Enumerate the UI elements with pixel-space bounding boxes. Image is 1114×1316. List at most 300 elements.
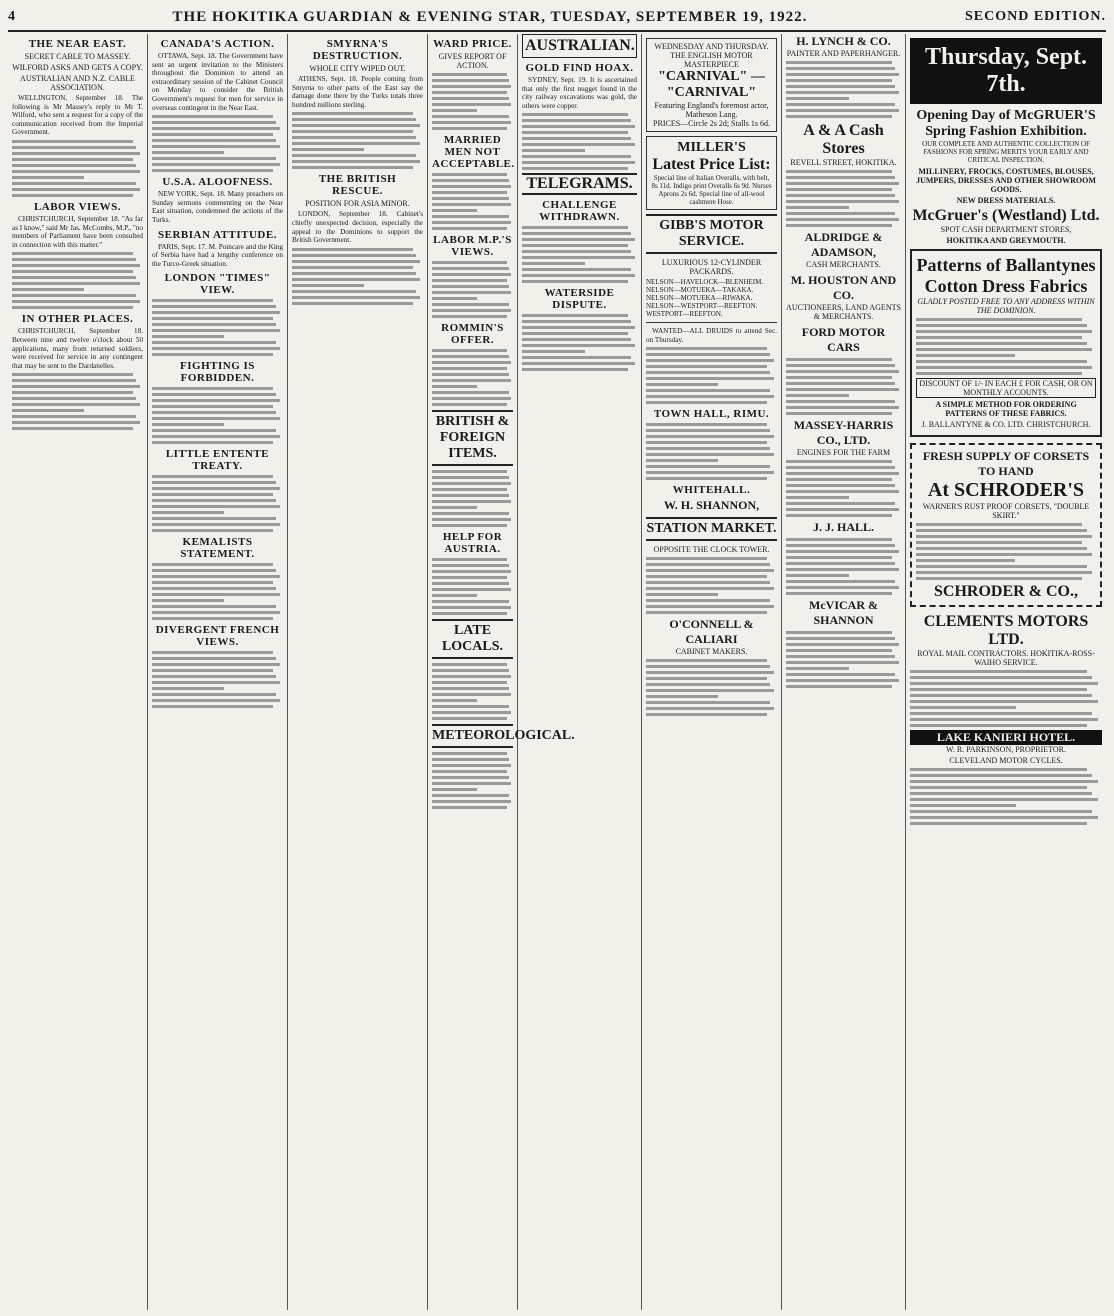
text-line-placeholder <box>152 499 276 502</box>
text-line-placeholder <box>910 774 1092 777</box>
text-line-placeholder <box>12 427 133 430</box>
headline-austria: HELP FOR AUSTRIA. <box>442 531 503 555</box>
text-line-placeholder <box>522 161 635 164</box>
column-text-filler <box>152 387 283 444</box>
headline-gold-hoax: GOLD FIND HOAX. <box>525 62 634 74</box>
text-line-placeholder <box>786 490 899 493</box>
text-line-placeholder <box>646 557 767 560</box>
text-line-placeholder <box>786 472 899 475</box>
text-line-placeholder <box>646 665 770 668</box>
station-sub: OPPOSITE THE CLOCK TOWER. <box>653 545 770 555</box>
text-line-placeholder <box>646 389 770 392</box>
text-line-placeholder <box>646 441 767 444</box>
text-line-placeholder <box>786 182 899 185</box>
text-line-placeholder <box>786 376 892 379</box>
text-line-placeholder <box>646 575 767 578</box>
text-line-placeholder <box>786 370 899 373</box>
text-line-placeholder <box>432 488 507 491</box>
text-line-placeholder <box>432 806 507 809</box>
text-line-placeholder <box>916 529 1087 532</box>
text-line-placeholder <box>432 185 511 188</box>
text-line-placeholder <box>522 268 631 271</box>
text-line-placeholder <box>916 318 1082 321</box>
ford-ad: FORD MOTOR CARS <box>801 325 886 354</box>
text-line-placeholder <box>910 816 1098 819</box>
column-text-filler <box>432 261 513 318</box>
text-line-placeholder <box>432 349 507 352</box>
column-text-filler <box>910 670 1102 727</box>
text-line-placeholder <box>292 278 420 281</box>
text-line-placeholder <box>432 209 477 212</box>
ad-cast: Featuring England's foremost actor, Matheson Lang. <box>654 101 769 119</box>
text-line-placeholder <box>432 494 509 497</box>
new-dress-materials: NEW DRESS MATERIALS. <box>956 196 1056 205</box>
text-line-placeholder <box>786 176 895 179</box>
clements-motors: CLEMENTS MOTORS LTD. <box>923 613 1089 648</box>
headline-canada: CANADA'S ACTION. <box>160 38 275 50</box>
aldridge-sub: CASH MERCHANTS. <box>806 260 881 269</box>
text-line-placeholder <box>432 758 509 761</box>
text-line-placeholder <box>152 115 273 118</box>
text-line-placeholder <box>152 669 273 672</box>
headline-near-east: THE NEAR EAST. <box>28 38 127 50</box>
text-line-placeholder <box>152 317 273 320</box>
text-line-placeholder <box>916 565 1087 568</box>
mcgruer-name: McGruer's (Westland) Ltd. <box>912 207 1100 224</box>
text-line-placeholder <box>292 254 416 257</box>
column-text-filler <box>432 558 513 615</box>
column-text-filler <box>12 140 143 197</box>
text-line-placeholder <box>646 659 767 662</box>
text-line-placeholder <box>432 367 507 370</box>
text-line-placeholder <box>916 523 1082 526</box>
text-line-placeholder <box>786 592 892 595</box>
text-line-placeholder <box>432 215 509 218</box>
text-line-placeholder <box>910 718 1098 721</box>
text-line-placeholder <box>916 366 1092 369</box>
text-line-placeholder <box>432 576 507 579</box>
text-line-placeholder <box>916 559 1015 562</box>
text-line-placeholder <box>910 780 1098 783</box>
text-line-placeholder <box>786 496 849 499</box>
text-line-placeholder <box>152 347 280 350</box>
text-line-placeholder <box>152 127 280 130</box>
headline-smyrna: SMYRNA'S DESTRUCTION. <box>312 38 403 62</box>
text-line-placeholder <box>910 786 1087 789</box>
text-line-placeholder <box>152 299 273 302</box>
article-text: OTTAWA, Sept. 18. The Government have sent an urgent invitation to the Ministers throughout the Dominion to attend an extraordinary session of the Cabinet Council on Monday to consider the British Government's request for men for service in overseas contingent in the Near East. <box>152 52 283 112</box>
column-2 <box>148 34 288 1310</box>
text-line-placeholder <box>432 800 511 803</box>
text-line-placeholder <box>522 356 631 359</box>
subhead-city: WHOLE CITY WIPED OUT. <box>309 64 406 73</box>
text-line-placeholder <box>522 250 631 253</box>
text-line-placeholder <box>152 145 280 148</box>
headline-married: MARRIED MEN NOT ACCEPTABLE. <box>432 134 515 170</box>
headline-meteorological: METEOROLOGICAL. <box>432 724 513 748</box>
text-line-placeholder <box>12 373 133 376</box>
text-line-placeholder <box>432 179 509 182</box>
text-line-placeholder <box>12 306 133 309</box>
text-line-placeholder <box>152 423 224 426</box>
text-line-placeholder <box>432 273 511 276</box>
text-line-placeholder <box>646 477 767 480</box>
text-line-placeholder <box>12 397 136 400</box>
column-text-filler <box>522 113 637 170</box>
text-line-placeholder <box>432 355 509 358</box>
text-line-placeholder <box>12 188 140 191</box>
text-line-placeholder <box>786 218 899 221</box>
headline-serbian: SERBIAN ATTITUDE. <box>158 228 277 241</box>
text-line-placeholder <box>152 393 276 396</box>
text-line-placeholder <box>432 782 511 785</box>
text-line-placeholder <box>152 687 224 690</box>
text-line-placeholder <box>12 258 136 261</box>
text-line-placeholder <box>152 505 280 508</box>
text-line-placeholder <box>152 575 280 578</box>
column-text-filler <box>432 349 513 406</box>
masthead-title: THE HOKITIKA GUARDIAN & EVENING STAR, TUESDAY, SEPTEMBER 19, 1922. <box>172 8 808 25</box>
text-line-placeholder <box>152 517 276 520</box>
text-line-placeholder <box>152 305 276 308</box>
text-line-placeholder <box>916 342 1087 345</box>
text-line-placeholder <box>522 244 628 247</box>
text-line-placeholder <box>522 280 628 283</box>
text-line-placeholder <box>522 119 631 122</box>
text-line-placeholder <box>786 661 899 664</box>
text-line-placeholder <box>910 810 1092 813</box>
text-line-placeholder <box>916 324 1087 327</box>
text-line-placeholder <box>152 617 273 620</box>
headline-waterside: WATERSIDE DISPUTE. <box>544 287 615 312</box>
hall-ad: J. J. HALL. <box>812 520 874 534</box>
text-line-placeholder <box>432 524 507 527</box>
column-text-filler <box>786 460 901 517</box>
text-line-placeholder <box>432 794 509 797</box>
text-line-placeholder <box>646 459 718 462</box>
text-line-placeholder <box>12 170 140 173</box>
text-line-placeholder <box>432 476 509 479</box>
latest-price-list: Latest Price List: <box>652 156 771 173</box>
headline-times: LONDON "TIMES" VIEW. <box>164 272 271 297</box>
text-line-placeholder <box>522 314 628 317</box>
text-line-placeholder <box>522 226 628 229</box>
text-line-placeholder <box>432 606 511 609</box>
text-line-placeholder <box>432 109 477 112</box>
text-line-placeholder <box>646 371 770 374</box>
text-line-placeholder <box>786 200 899 203</box>
text-line-placeholder <box>522 238 635 241</box>
text-line-placeholder <box>786 667 849 670</box>
text-line-placeholder <box>432 397 511 400</box>
corsets-headline: FRESH SUPPLY OF CORSETS TO HAND <box>922 449 1090 478</box>
text-line-placeholder <box>786 67 895 70</box>
text-line-placeholder <box>786 502 895 505</box>
text-line-placeholder <box>152 323 276 326</box>
text-line-placeholder <box>432 776 509 779</box>
text-line-placeholder <box>786 103 895 106</box>
text-line-placeholder <box>646 611 767 614</box>
shannon-ad: W. H. SHANNON, <box>663 498 760 513</box>
text-line-placeholder <box>432 391 509 394</box>
text-line-placeholder <box>12 409 84 412</box>
text-line-placeholder <box>152 487 280 490</box>
text-line-placeholder <box>12 379 136 382</box>
ad-days: WEDNESDAY AND THURSDAY. <box>654 42 769 51</box>
text-line-placeholder <box>910 792 1092 795</box>
column-text-filler <box>432 73 513 130</box>
text-line-placeholder <box>292 154 416 157</box>
proprietor: W. R. PARKINSON, PROPRIETOR. <box>946 745 1066 754</box>
houston-ad: M. HOUSTON AND CO. <box>790 273 897 302</box>
text-line-placeholder <box>152 139 276 142</box>
headline-rommin: ROMMIN'S OFFER. <box>441 322 504 346</box>
text-line-placeholder <box>916 336 1082 339</box>
text-line-placeholder <box>432 285 509 288</box>
column-text-filler <box>12 373 143 430</box>
text-line-placeholder <box>522 350 585 353</box>
text-line-placeholder <box>916 553 1092 556</box>
text-line-placeholder <box>292 266 413 269</box>
text-line-placeholder <box>12 158 133 161</box>
text-line-placeholder <box>522 149 585 152</box>
town-hall: TOWN HALL, RIMU. <box>653 408 770 421</box>
column-7 <box>782 34 906 1310</box>
text-line-placeholder <box>432 612 507 615</box>
text-line-placeholder <box>786 655 895 658</box>
column-text-filler <box>152 563 283 620</box>
text-line-placeholder <box>646 683 770 686</box>
text-line-placeholder <box>786 649 892 652</box>
text-line-placeholder <box>432 570 511 573</box>
text-line-placeholder <box>786 170 892 173</box>
text-line-placeholder <box>432 512 509 515</box>
column-text-filler <box>910 768 1102 825</box>
column-text-filler <box>432 470 513 527</box>
column-text-filler <box>152 299 283 356</box>
text-line-placeholder <box>432 227 507 230</box>
text-line-placeholder <box>786 412 892 415</box>
text-line-placeholder <box>152 405 273 408</box>
text-line-placeholder <box>152 329 280 332</box>
text-line-placeholder <box>292 290 416 293</box>
text-line-placeholder <box>646 347 767 350</box>
text-line-placeholder <box>292 272 416 275</box>
text-line-placeholder <box>522 113 628 116</box>
lynch-ad: H. LYNCH & CO. <box>796 34 891 48</box>
text-line-placeholder <box>786 388 899 391</box>
text-line-placeholder <box>432 506 477 509</box>
text-line-placeholder <box>646 599 770 602</box>
text-line-placeholder <box>292 284 364 287</box>
text-line-placeholder <box>786 550 899 553</box>
text-line-placeholder <box>522 256 635 259</box>
houston-sub: AUCTIONEERS, LAND AGENTS & MERCHANTS. <box>786 303 901 321</box>
aa-cash-stores: A & A Cash Stores <box>803 122 884 157</box>
column-text-filler <box>292 112 423 169</box>
patterns-sub: GLADLY POSTED FREE TO ANY ADDRESS WITHIN THE DOMINION. <box>917 297 1095 315</box>
text-line-placeholder <box>786 544 895 547</box>
text-line-placeholder <box>152 429 276 432</box>
cleveland: CLEVELAND MOTOR CYCLES. <box>949 756 1063 765</box>
text-line-placeholder <box>152 341 276 344</box>
text-line-placeholder <box>12 288 84 291</box>
text-line-placeholder <box>646 707 774 710</box>
opening-day: Opening Day of McGRUER'S Spring Fashion Exhibition. <box>916 108 1096 139</box>
column-text-filler <box>646 557 777 614</box>
column-text-filler <box>786 358 901 415</box>
text-line-placeholder <box>522 137 631 140</box>
aldridge-ad: ALDRIDGE & ADAMSON, <box>804 230 883 259</box>
schroder-ad <box>910 443 1102 607</box>
column-text-filler <box>786 631 901 688</box>
text-line-placeholder <box>786 406 899 409</box>
text-line-placeholder <box>432 261 507 264</box>
mcgruer-sub: SPOT CASH DEPARTMENT STORES, <box>940 225 1072 234</box>
article-text: ATHENS, Sept. 18. People coming from Smyrna to other parts of the East say the damage done there by the Turks totals three hundred millions sterling. <box>292 75 423 109</box>
text-line-placeholder <box>646 359 774 362</box>
column-6 <box>642 34 782 1310</box>
ballantyne-address: J. BALLANTYNE & CO. LTD. CHRISTCHURCH. <box>921 420 1091 429</box>
text-line-placeholder <box>292 124 420 127</box>
text-line-placeholder <box>152 563 273 566</box>
text-line-placeholder <box>432 687 509 690</box>
subhead-secret-cable: SECRET CABLE TO MASSEY. <box>24 52 131 61</box>
text-line-placeholder <box>432 309 511 312</box>
text-line-placeholder <box>12 152 140 155</box>
text-line-placeholder <box>432 373 509 376</box>
mcgruer-location: HOKITIKA AND GREYMOUTH. <box>946 236 1066 245</box>
display-items: MILLINERY, FROCKS, COSTUMES, BLOUSES, JUMPERS, DRESSES AND OTHER SHOWROOM GOODS. <box>916 167 1096 194</box>
article-text: CHRISTCHURCH, September 18. Between nine and twelve o'clock about 50 applications, many from returned soldiers, were received for service in any contingent that may be sent to the Dardanelles. <box>12 327 143 370</box>
text-line-placeholder <box>910 712 1092 715</box>
text-line-placeholder <box>916 360 1087 363</box>
schroder-name: SCHRODER & CO., <box>933 583 1078 600</box>
text-line-placeholder <box>910 804 1016 807</box>
text-line-placeholder <box>152 599 224 602</box>
text-line-placeholder <box>522 232 631 235</box>
millers-name: MILLER'S <box>677 140 746 155</box>
mcvicar-ad: McVICAR & SHANNON <box>809 598 878 627</box>
text-line-placeholder <box>786 212 895 215</box>
masthead <box>8 4 1106 32</box>
text-line-placeholder <box>432 385 477 388</box>
text-line-placeholder <box>152 693 276 696</box>
edition-label: SECOND EDITION. <box>964 9 1106 24</box>
text-line-placeholder <box>152 605 276 608</box>
text-line-placeholder <box>12 182 136 185</box>
text-line-placeholder <box>152 441 273 444</box>
text-line-placeholder <box>910 706 1016 709</box>
text-line-placeholder <box>786 194 895 197</box>
text-line-placeholder <box>646 453 774 456</box>
text-line-placeholder <box>292 302 413 305</box>
whitehall: WHITEHALL. <box>672 484 751 497</box>
text-line-placeholder <box>646 587 774 590</box>
text-line-placeholder <box>432 173 507 176</box>
text-line-placeholder <box>432 681 507 684</box>
text-line-placeholder <box>916 577 1082 580</box>
text-line-placeholder <box>432 279 507 282</box>
text-line-placeholder <box>522 155 631 158</box>
column-text-filler <box>522 314 637 371</box>
text-line-placeholder <box>432 518 511 521</box>
headline-other-places: IN OTHER PLACES. <box>21 313 134 326</box>
column-text-filler <box>152 651 283 708</box>
text-line-placeholder <box>646 377 774 380</box>
subhead-report: GIVES REPORT OF ACTION. <box>438 52 507 70</box>
text-line-placeholder <box>432 197 509 200</box>
ad-subtitle: THE ENGLISH MOTOR MASTERPIECE <box>670 51 753 69</box>
text-line-placeholder <box>522 131 628 134</box>
text-line-placeholder <box>432 582 509 585</box>
station-market: STATION MARKET. <box>646 517 777 541</box>
text-line-placeholder <box>152 133 273 136</box>
text-line-placeholder <box>152 481 276 484</box>
text-line-placeholder <box>432 121 511 124</box>
text-line-placeholder <box>786 188 892 191</box>
text-line-placeholder <box>152 435 280 438</box>
text-line-placeholder <box>432 564 509 567</box>
text-line-placeholder <box>786 115 892 118</box>
text-line-placeholder <box>432 500 511 503</box>
text-line-placeholder <box>12 164 136 167</box>
text-line-placeholder <box>786 508 899 511</box>
column-text-filler <box>432 173 513 230</box>
text-line-placeholder <box>432 97 509 100</box>
lynch-sub: PAINTER AND PAPERHANGER. <box>786 49 901 58</box>
ballantyne-ad <box>910 249 1102 437</box>
text-line-placeholder <box>432 470 507 473</box>
text-line-placeholder <box>152 529 273 532</box>
headline-british-foreign: BRITISH & FOREIGN ITEMS. <box>432 410 513 466</box>
text-line-placeholder <box>786 206 849 209</box>
text-line-placeholder <box>786 400 895 403</box>
column-text-filler <box>916 523 1096 580</box>
text-line-placeholder <box>432 303 509 306</box>
text-line-placeholder <box>646 569 774 572</box>
text-line-placeholder <box>432 79 509 82</box>
headline-australian: AUSTRALIAN. <box>522 34 637 58</box>
text-line-placeholder <box>916 348 1092 351</box>
text-line-placeholder <box>292 148 364 151</box>
text-line-placeholder <box>786 574 849 577</box>
gibbs-sub: LUXURIOUS 12-CYLINDER PACKARDS. <box>661 258 762 276</box>
text-line-placeholder <box>916 535 1092 538</box>
text-line-placeholder <box>152 387 273 390</box>
text-line-placeholder <box>152 335 224 338</box>
text-line-placeholder <box>432 267 509 270</box>
text-line-placeholder <box>432 291 511 294</box>
text-line-placeholder <box>12 276 136 279</box>
text-line-placeholder <box>646 423 767 426</box>
text-line-placeholder <box>12 415 136 418</box>
text-line-placeholder <box>786 673 895 676</box>
text-line-placeholder <box>646 471 774 474</box>
text-line-placeholder <box>786 643 899 646</box>
fabric-list <box>916 318 1096 375</box>
text-line-placeholder <box>916 571 1092 574</box>
text-line-placeholder <box>152 523 280 526</box>
agency-line: AUSTRALIAN AND N.Z. CABLE ASSOCIATION. <box>20 74 135 92</box>
text-line-placeholder <box>292 118 416 121</box>
article-text: PARIS, Sept. 17. M. Poincare and the King of Serbia have had a lengthy conference on the Turco-Greek situation. <box>152 242 283 268</box>
text-line-placeholder <box>786 358 892 361</box>
text-line-placeholder <box>12 264 140 267</box>
text-line-placeholder <box>432 669 509 672</box>
headline-usa: U.S.A. ALOOFNESS. <box>162 176 273 189</box>
text-line-placeholder <box>786 514 892 517</box>
